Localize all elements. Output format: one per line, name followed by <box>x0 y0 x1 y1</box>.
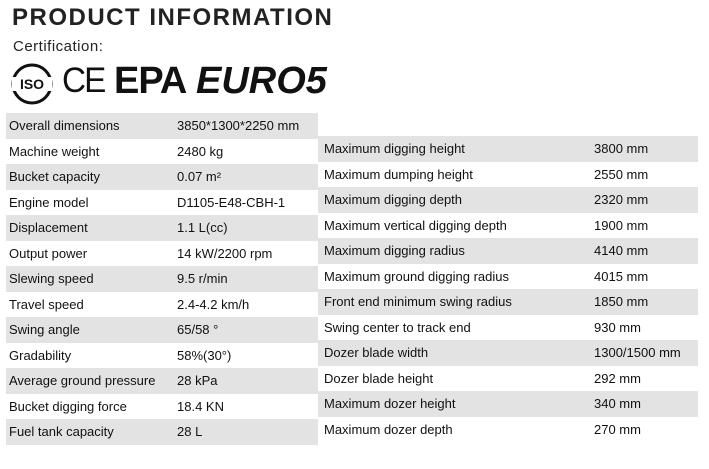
spec-value: 1.1 L(cc) <box>177 220 228 235</box>
spec-label: Engine model <box>9 194 89 210</box>
spec-label: Maximum vertical digging depth <box>324 217 507 233</box>
spec-label: Output power <box>9 245 88 261</box>
table-row <box>6 368 318 394</box>
table-row <box>6 164 318 190</box>
spec-label: Swing center to track end <box>324 319 471 335</box>
spec-value: 292 mm <box>594 370 641 386</box>
spec-label: Bucket digging force <box>9 398 127 414</box>
table-row <box>318 417 698 443</box>
spec-value: 930 mm <box>594 319 641 335</box>
spec-label: Maximum dumping height <box>324 166 473 182</box>
spec-value: 1900 mm <box>594 217 649 233</box>
page-title: PRODUCT INFORMATION <box>12 4 334 31</box>
spec-label: Fuel tank capacity <box>9 424 114 439</box>
spec-value: 270 mm <box>594 421 641 437</box>
spec-value: 58%(30°) <box>177 347 232 363</box>
table-row <box>6 241 318 267</box>
spec-value: 2.4-4.2 km/h <box>177 296 250 312</box>
certification-label: Certification: <box>13 38 104 55</box>
spec-label: Bucket capacity <box>9 169 101 184</box>
table-row <box>318 264 698 290</box>
spec-value: D1105-E48-CBH-1 <box>177 194 286 210</box>
spec-value: 1300/1500 mm <box>594 345 681 360</box>
spec-value: 1850 mm <box>594 294 649 309</box>
table-row <box>6 190 318 216</box>
spec-label: Maximum dozer depth <box>324 421 453 437</box>
ce-logo-icon: CE <box>62 61 105 100</box>
table-row <box>6 317 318 343</box>
table-row <box>318 187 698 213</box>
table-row <box>318 136 698 162</box>
spec-label: Gradability <box>9 347 72 363</box>
spec-label: Dozer blade height <box>324 370 434 386</box>
spec-label: Overall dimensions <box>9 118 120 133</box>
spec-label: Maximum ground digging radius <box>324 268 509 284</box>
spec-label: Maximum digging radius <box>324 243 465 258</box>
table-row <box>6 139 318 165</box>
spec-label: Slewing speed <box>9 271 94 286</box>
spec-label: Maximum digging height <box>324 141 465 156</box>
spec-value: 14 kW/2200 rpm <box>177 245 273 261</box>
spec-value: 0.07 m² <box>177 169 222 184</box>
table-row <box>318 391 698 417</box>
spec-label: Front end minimum swing radius <box>324 294 512 309</box>
right-spec-table <box>318 136 698 442</box>
euro5-logo-icon: EURO5 <box>196 60 327 102</box>
table-row <box>6 419 318 445</box>
table-row <box>6 266 318 292</box>
spec-value: 9.5 r/min <box>177 271 228 286</box>
spec-value: 65/58 ° <box>177 322 219 337</box>
iso-logo-icon <box>10 62 54 106</box>
table-row <box>318 162 698 188</box>
spec-label: Displacement <box>9 220 88 235</box>
spec-value: 2550 mm <box>594 166 649 182</box>
spec-value: 28 L <box>177 424 203 439</box>
table-row <box>318 315 698 341</box>
iso-logo-text: ISO <box>19 76 45 92</box>
spec-label: Swing angle <box>9 322 80 337</box>
spec-label: Dozer blade width <box>324 345 429 360</box>
table-row <box>318 289 698 315</box>
spec-value: 4140 mm <box>594 243 649 258</box>
table-row <box>6 215 318 241</box>
spec-value: 3850*1300*2250 mm <box>177 118 300 133</box>
spec-label: Average ground pressure <box>9 373 156 388</box>
table-row <box>6 343 318 369</box>
spec-value: 18.4 KN <box>177 398 224 414</box>
table-row <box>6 292 318 318</box>
spec-label: Maximum dozer height <box>324 396 456 411</box>
spec-label: Travel speed <box>9 296 84 312</box>
table-row <box>318 340 698 366</box>
table-row <box>6 394 318 420</box>
left-spec-table <box>6 113 318 445</box>
spec-label: Machine weight <box>9 143 100 159</box>
table-row <box>318 238 698 264</box>
spec-label: Maximum digging depth <box>324 192 463 207</box>
spec-value: 2320 mm <box>594 192 649 207</box>
spec-value: 28 kPa <box>177 373 218 388</box>
table-row <box>318 366 698 392</box>
spec-value: 3800 mm <box>594 141 649 156</box>
certification-logos <box>10 60 327 106</box>
table-row <box>318 213 698 239</box>
table-row <box>6 113 318 139</box>
spec-value: 340 mm <box>594 396 641 411</box>
spec-value: 2480 kg <box>177 143 224 159</box>
epa-logo-icon: EPA <box>114 60 187 102</box>
spec-value: 4015 mm <box>594 268 649 284</box>
